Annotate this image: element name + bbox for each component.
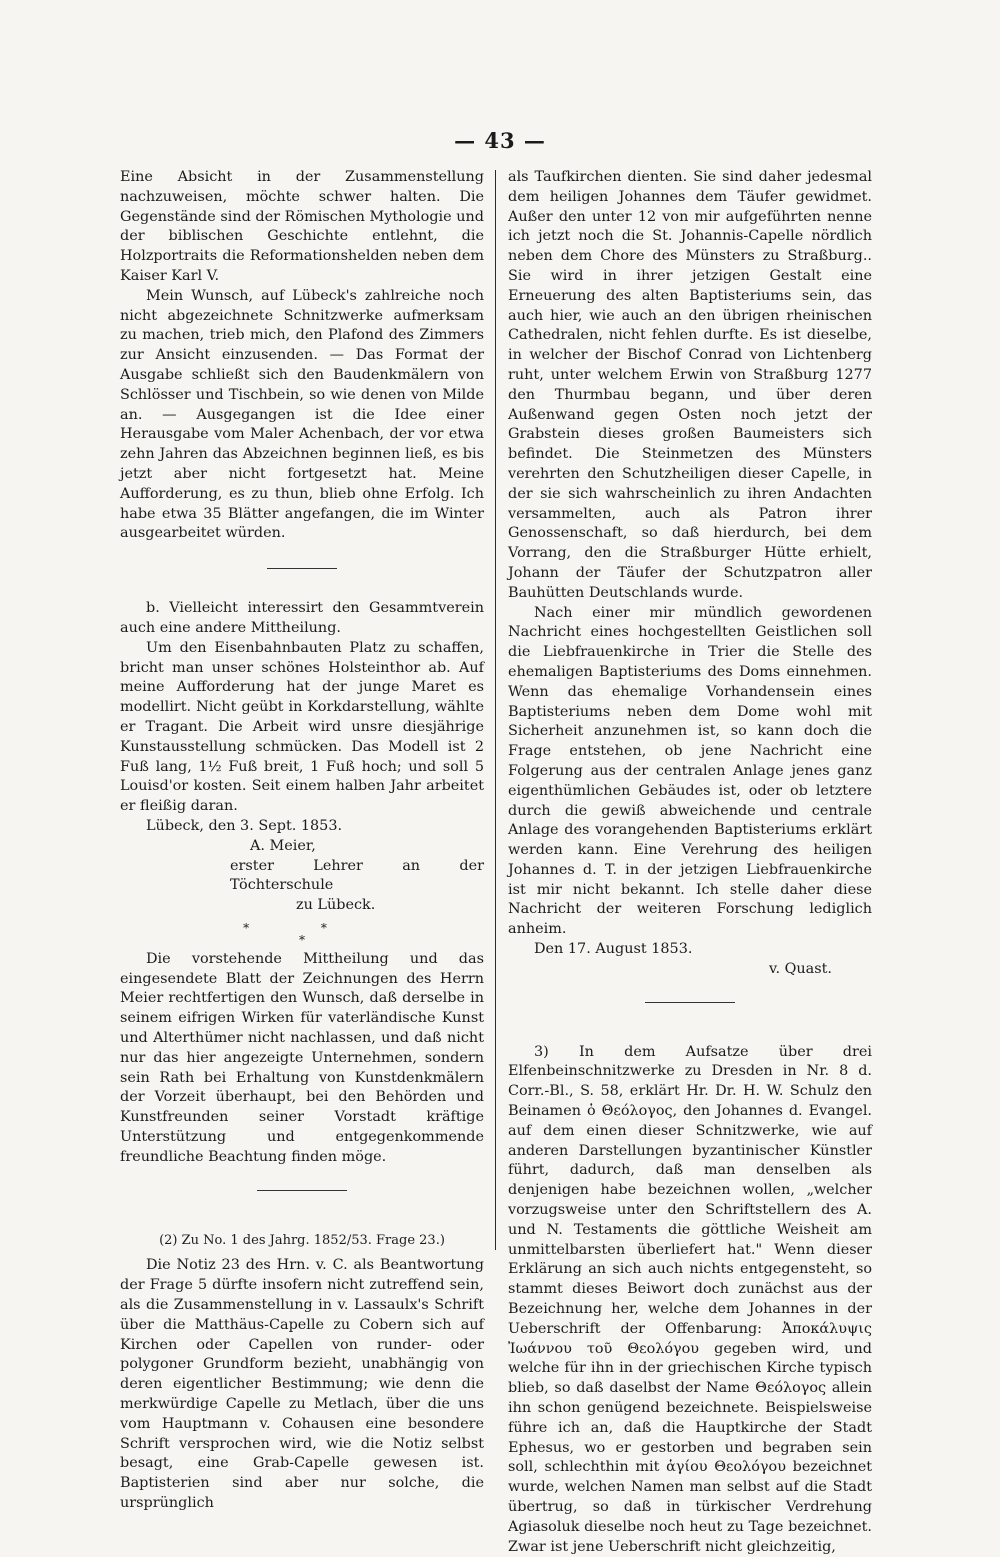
signature-name: A. Meier, [250,837,316,854]
signature-place: zu Lübeck. [296,897,376,914]
signature-title: erster Lehrer an der Töchterschule [230,857,484,894]
paragraph: als Taufkirchen dienten. Sie sind daher jedesmal dem heiligen Johannes dem Täufer gewidmet. Außer den unter 12 von mir aufgeführten nenne ich jetzt noch die St. Johannis-Capelle nördlich neben dem Chore des Münsters zu Straßburg.. Sie wird in ihrer jetzigen Gestalt eine Erneuerung des alten Baptisteriums sein, das auch hier, wie auch an den übrigen rheinischen Cathedralen, nicht fehlen durfte. Es ist dieselbe, in welcher der Bischof Conrad von Lichtenberg ruht, unter welchem Erwin von Straßburg 1277 den Thurmbau begann, und über deren Außenwand gegen Osten noch jetzt der Grabstein dieses großen Baumeisters sich befindet. Die Steinmetzen des Münsters verehrten den Schutzheiligen dieser Capelle, in der sie sich wahrscheinlich zu ihren Andachten versammelten, auch als Patron ihrer Genossenschaft, so daß hierdurch, bei dem Vorrang, den die Straßburger Hütte erhielt, Johann der Täufer der Schutzpatron aller Bauhütten Deutschlands wurde. [508,169,872,601]
paragraph: Die vorstehende Mittheilung und das eingesendete Blatt der Zeichnungen des Herrn Meier rechtfertigen den Wunsch, daß derselbe in seinem eifrigen Wirken für vaterländische Kunst und Alterthümer nicht nachlassen, und daß nicht nur das hier angezeigte Unternehmen, sondern sein Rath bei Erhaltung von Kunstdenkmälern der Vorzeit überhaupt, bei den Behörden und Kunstfreunden seiner Vorstadt kräftige Unterstützung und entgegenkommende freundliche Beachtung finden möge. [120,950,484,1165]
signature: v. Quast. [769,960,832,977]
paragraph: Um den Eisenbahnbauten Platz zu schaffen, bricht man unser schönes Holsteinthor ab. Auf meine Aufforderung hat der junge Maret es modellirt. Nicht geübt in Korkdarstellung, wählte er Tragant. Die Arbeit wird unsre diesjährige Kunstausstellung schmücken. Das Modell ist 2 Fuß lang, 1½ Fuß breit, 1 Fuß hoch; und soll 5 Louisd'or kosten. Seit einem halben Jahr arbeitet er fleißig daran. [120,639,484,815]
separator-rule [645,1002,735,1003]
paragraph: Die Notiz 23 des Hrn. v. C. als Beantwortung der Frage 5 dürfte insofern nicht zutreffend sein, als die Zusammenstellung in v. Lassaulx's Schrift über die Matthäus-Capelle zu Cobern sich auf Kirchen oder Capellen von runder- oder polygoner Grundform bezieht, unabhängig von deren eigentlicher Bestimmung; wie denn die merkwürdige Capelle zu Metlach, über die uns vom Hauptmann v. Cohausen eine besondere Schrift versprochen wird, wie die Notiz selbst besagt, eine Grab-Capelle gewesen ist. Baptisterien sind aber nur solche, die ursprünglich [120,1257,484,1512]
separator-rule [267,568,337,569]
page-number: — 43 — [454,128,546,153]
dateline: Den 17. August 1853. [534,941,693,958]
separator-rule [257,1190,347,1191]
asterism-top: * * [243,920,361,935]
dateline: Lübeck, den 3. Sept. 1853. [146,817,343,834]
asterism [120,922,484,946]
section-heading: (2) Zu No. 1 des Jahrg. 1852/53. Frage 23.) [159,1232,445,1248]
paragraph: Eine Absicht in der Zusammenstellung nachzuweisen, möchte schwer halten. Die Gegenstände sind der Römischen Mythologie und der biblischen Geschichte entlehnt, die Holzportraits die Reformationshelden neben dem Kaiser Karl V. [120,169,484,284]
asterism-bottom: * [299,932,305,947]
right-column [508,168,872,1557]
paragraph: 3) In dem Aufsatze über drei Elfenbeinschnitzwerke zu Dresden in Nr. 8 d. Corr.-Bl., S. 58, erklärt Hr. Dr. H. W. Schulz den Beinamen ὁ Θεόλογος, den Johannes d. Evangel. auf dem einen dieser Schnitzwerke, wie auf anderen Darstellungen byzantinischer Künstler führt, dadurch, daß man denselben als denjenigen habe bezeichnen wollen, „welcher vorzugsweise unter den Schriftstellern des A. und N. Testaments die göttliche Weisheit am unmittelbarsten überliefert hat." Wenn dieser Erklärung an sich auch nichts entgegensteht, so stammt dieses Beiwort doch zunächst aus der Bezeichnung her, welche dem Johannes in der Ueberschrift der Offenbarung: Ἀποκάλυψις Ἰωάννου τοῦ Θεολόγου gegeben wird, und welche für ihn in der griechischen Kirche typisch blieb, so daß daselbst der Name Θεόλογος allein ihn schon genügend bezeichnete. Beispielsweise führe ich an, daß die Hauptkirche der Stadt Ephesus, wo er gestorben und begraben sein soll, schlechthin mit ἁγίου Θεολόγου bezeichnet wurde, welchen Namen man selbst auf die Stadt übertrug, so daß in türkischer Verdrehung Agiasoluk dieselbe noch heut zu Tage bezeichnet. Zwar ist jene Ueberschrift nicht gleichzeitig, [508,1043,872,1555]
paragraph: Nach einer mir mündlich gewordenen Nachricht eines hochgestellten Geistlichen soll die Liebfrauenkirche in Trier die Stelle des ehemaligen Baptisteriums des Doms einnehmen. Wenn das ehemalige Vorhandensein eines Baptisteriums neben dem Dome wohl mit Sicherheit anzunehmen ist, so kann doch die Frage entstehen, ob jene Nachricht eine Folgerung aus der centralen Anlage jenes ganz eigenthümlichen Gebäudes ist, oder ob letztere durch die gewiß abweichende und centrale Anlage des vorangehenden Baptisteriums erklärt werden kann. Eine Verehrung des heiligen Johannes d. T. in der jetzigen Liebfrauenkirche ist mir nicht bekannt. Ich stelle daher diese Nachricht der weiteren Forschung lediglich anheim. [508,604,872,938]
column-divider [495,170,496,1250]
paragraph: Mein Wunsch, auf Lübeck's zahlreiche noch nicht abgezeichnete Schnitzwerke aufmerksam zu machen, trieb mich, den Plafond des Zimmers zur Ansicht einzusenden. — Das Format der Ausgabe schließt sich den Baudenkmälern von Schlösser und Tischbein, so wie denen von Milde an. — Ausgegangen ist die Idee einer Herausgabe vom Maler Achenbach, der vor etwa zehn Jahren das Abzeichnen beginnen ließ, es bis jetzt aber nicht fortgesetzt hat. Meine Aufforderung, es zu thun, blieb ohne Erfolg. Ich habe etwa 35 Blätter angefangen, die im Winter ausgearbeitet würden. [120,287,484,542]
paragraph: b. Vielleicht interessirt den Gesammtverein auch eine andere Mittheilung. [120,600,484,636]
left-column [120,168,484,1514]
